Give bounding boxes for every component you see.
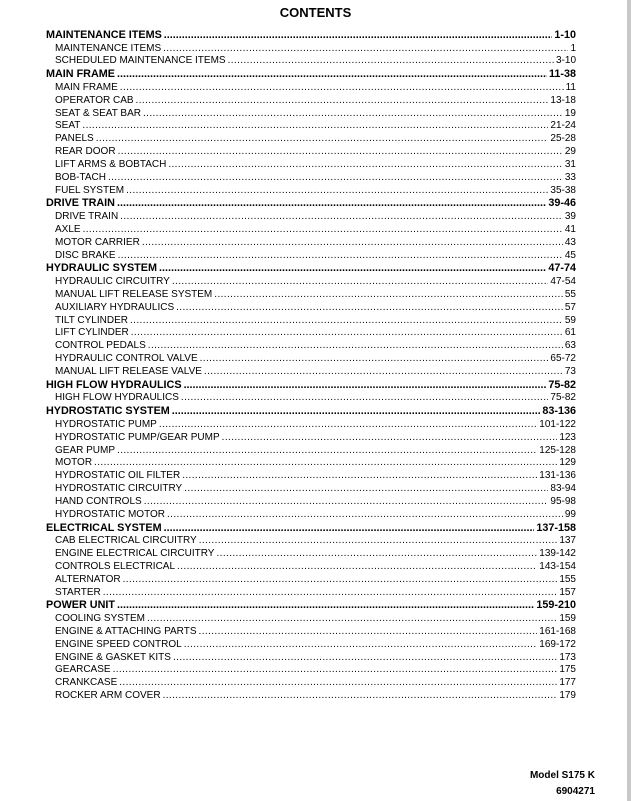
section-page-range: 47-74 — [548, 262, 576, 275]
entry-title: DISC BRAKE — [55, 249, 116, 261]
leader-dots — [148, 340, 563, 353]
entry-title: ENGINE ELECTRICAL CIRCUITRY — [55, 548, 215, 559]
toc-entry[interactable] — [46, 237, 576, 250]
leader-dots — [119, 677, 557, 690]
toc-entry[interactable] — [46, 302, 576, 315]
entry-title: CONTROL PEDALS — [55, 340, 146, 352]
entry-title: HYDROSTATIC CIRCUITRY — [55, 483, 183, 495]
toc-entry[interactable] — [46, 224, 576, 237]
page-edge — [627, 0, 631, 801]
toc-section-heading[interactable] — [46, 29, 576, 43]
entry-title: ROCKER ARM COVER — [55, 690, 161, 702]
entry-title: HIGH FLOW HYDRAULICS — [55, 392, 179, 404]
leader-dots — [120, 82, 564, 95]
toc-section-heading[interactable] — [46, 405, 576, 419]
section-title: MAINTENANCE ITEMS — [46, 29, 162, 41]
leader-dots — [143, 108, 563, 121]
leader-dots — [118, 146, 563, 159]
leader-dots — [117, 445, 537, 458]
toc-entry[interactable] — [46, 664, 576, 677]
leader-dots — [131, 327, 563, 340]
leader-dots — [159, 262, 546, 276]
entry-title: REAR DOOR — [55, 146, 116, 158]
entry-page: 129 — [559, 457, 576, 469]
footer-model: Model S175 K — [529, 770, 595, 781]
toc-section — [46, 599, 576, 703]
toc-section — [46, 379, 576, 405]
entry-page: 59 — [564, 314, 576, 326]
entry-page: 179 — [559, 690, 576, 702]
toc-section-heading[interactable] — [46, 262, 576, 276]
leader-dots — [177, 561, 537, 574]
toc-entry[interactable] — [46, 120, 576, 133]
leader-dots — [159, 419, 537, 432]
entry-page: 175 — [559, 664, 576, 676]
leader-dots — [184, 483, 548, 496]
section-title: HYDROSTATIC SYSTEM — [46, 405, 170, 418]
toc-entry[interactable] — [46, 366, 576, 379]
entry-title: HYDRAULIC CIRCUITRY — [55, 276, 170, 288]
entry-page: 57 — [564, 301, 576, 313]
leader-dots — [123, 574, 558, 587]
leader-dots — [136, 95, 549, 108]
toc-entry[interactable] — [46, 574, 576, 587]
entry-page: 43 — [564, 236, 576, 248]
toc-entry[interactable] — [46, 315, 576, 328]
toc-section — [46, 29, 576, 68]
leader-dots — [199, 626, 538, 639]
section-page-range: 137-158 — [536, 521, 576, 534]
leader-dots — [222, 432, 558, 445]
toc-section-heading[interactable] — [46, 599, 576, 613]
entry-title: SEAT — [55, 120, 81, 132]
entry-title: TILT CYLINDER — [55, 314, 128, 326]
toc-entry[interactable] — [46, 626, 576, 639]
entry-title: ENGINE & ATTACHING PARTS — [55, 625, 197, 637]
entry-title: MOTOR — [55, 457, 93, 469]
entry-page: 31 — [564, 158, 576, 170]
entry-title: MAIN FRAME — [55, 81, 118, 93]
leader-dots — [103, 587, 558, 600]
entry-page: 157 — [559, 586, 576, 598]
toc-section-heading[interactable] — [46, 68, 576, 82]
toc-section — [46, 262, 576, 378]
toc-entry[interactable] — [46, 457, 576, 470]
toc-entry[interactable] — [46, 613, 576, 626]
leader-dots — [182, 470, 537, 483]
leader-dots — [164, 522, 535, 536]
leader-dots — [118, 250, 563, 263]
toc-section — [46, 522, 576, 600]
entry-page: 13-18 — [550, 94, 576, 106]
entry-title: GEARCASE — [55, 664, 111, 676]
entry-title: DRIVE TRAIN — [55, 211, 119, 223]
entry-title: BOB-TACH — [55, 171, 106, 183]
toc-entry[interactable] — [46, 172, 576, 185]
toc-entry[interactable] — [46, 561, 576, 574]
toc-section — [46, 405, 576, 521]
entry-title: HYDROSTATIC PUMP/GEAR PUMP — [55, 431, 220, 443]
leader-dots — [204, 366, 563, 379]
entry-page: 65-72 — [550, 353, 576, 365]
toc-entry[interactable] — [46, 690, 576, 703]
section-page-range: 39-46 — [548, 197, 576, 210]
entry-title: LIFT CYLINDER — [55, 327, 129, 339]
toc-entry[interactable] — [46, 185, 576, 198]
entry-page: 55 — [564, 288, 576, 300]
leader-dots — [94, 457, 557, 470]
entry-title: HAND CONTROLS — [55, 495, 142, 507]
entry-page: 143-154 — [539, 560, 576, 572]
entry-page: 11 — [565, 81, 576, 93]
leader-dots — [83, 224, 563, 237]
toc-entry[interactable] — [46, 509, 576, 522]
entry-page: 95-98 — [550, 495, 576, 507]
leader-dots — [172, 276, 549, 289]
toc-entry[interactable] — [46, 483, 576, 496]
toc-entry[interactable] — [46, 82, 576, 95]
leader-dots — [163, 43, 568, 56]
toc-entry[interactable] — [46, 353, 576, 366]
entry-page: 25-28 — [550, 133, 576, 145]
leader-dots — [117, 197, 546, 211]
entry-title: MANUAL LIFT RELEASE VALVE — [55, 365, 202, 377]
toc-entry[interactable] — [46, 276, 576, 289]
entry-title: HYDROSTATIC OIL FILTER — [55, 470, 181, 482]
entry-title: PANELS — [55, 133, 94, 145]
entry-page: 177 — [559, 677, 576, 689]
page-title: CONTENTS — [279, 5, 352, 20]
section-title: POWER UNIT — [46, 599, 115, 612]
leader-dots — [142, 237, 563, 250]
entry-page: 29 — [564, 146, 576, 158]
toc-entry[interactable] — [46, 146, 576, 159]
entry-page: 33 — [564, 171, 576, 183]
leader-dots — [96, 133, 549, 146]
entry-title: SCHEDULED MAINTENANCE ITEMS — [55, 55, 226, 67]
toc-entry[interactable] — [46, 639, 576, 652]
toc-entry[interactable] — [46, 677, 576, 690]
toc-entry[interactable] — [46, 548, 576, 561]
toc-entry[interactable] — [46, 133, 576, 146]
leader-dots — [199, 535, 558, 548]
entry-title: CRANKCASE — [55, 677, 118, 689]
leader-dots — [163, 690, 558, 703]
leader-dots — [228, 55, 554, 68]
entry-title: LIFT ARMS & BOBTACH — [55, 158, 167, 170]
entry-page: 61 — [564, 327, 576, 339]
entry-title: AXLE — [55, 223, 81, 235]
entry-page: 169-172 — [539, 638, 576, 650]
entry-page: 155 — [559, 573, 576, 585]
leader-dots — [147, 613, 557, 626]
section-title: HYDRAULIC SYSTEM — [46, 262, 157, 275]
leader-dots — [214, 289, 563, 302]
leader-dots — [113, 664, 558, 677]
entry-page: 137 — [559, 535, 576, 547]
toc-entry[interactable] — [46, 289, 576, 302]
entry-page: 73 — [564, 365, 576, 377]
section-title: MAIN FRAME — [46, 68, 115, 81]
leader-dots — [126, 185, 548, 198]
entry-title: ENGINE SPEED CONTROL — [55, 638, 182, 650]
toc-entry[interactable] — [46, 250, 576, 263]
toc-section-heading[interactable] — [46, 197, 576, 211]
toc-entry[interactable] — [46, 159, 576, 172]
entry-title: CONTROLS ELECTRICAL — [55, 560, 176, 572]
leader-dots — [167, 509, 563, 522]
toc-entry[interactable] — [46, 55, 576, 68]
entry-page: 1 — [570, 42, 576, 54]
entry-title: OPERATOR CAB — [55, 94, 134, 106]
entry-title: STARTER — [55, 586, 101, 598]
leader-dots — [176, 302, 563, 315]
toc-entry[interactable] — [46, 43, 576, 56]
entry-page: 123 — [559, 431, 576, 443]
section-page-range: 83-136 — [542, 405, 576, 418]
leader-dots — [181, 392, 549, 405]
section-page-range: 159-210 — [536, 599, 576, 612]
leader-dots — [164, 29, 553, 43]
entry-title: FUEL SYSTEM — [55, 184, 125, 196]
entry-page: 139-142 — [539, 548, 576, 559]
toc-section-heading[interactable] — [46, 522, 576, 536]
toc-entry[interactable] — [46, 419, 576, 432]
entry-page: 159 — [559, 612, 576, 624]
entry-page: 21-24 — [550, 120, 576, 132]
leader-dots — [117, 599, 534, 613]
leader-dots — [120, 211, 563, 224]
entry-page: 47-54 — [550, 276, 576, 288]
section-page-range: 75-82 — [548, 378, 576, 391]
entry-page: 35-38 — [550, 184, 576, 196]
section-title: HIGH FLOW HYDRAULICS — [46, 378, 182, 391]
entry-title: ALTERNATOR — [55, 573, 121, 585]
entry-page: 3-10 — [555, 55, 576, 67]
entry-page: 131-136 — [539, 470, 576, 482]
toc-entry[interactable] — [46, 340, 576, 353]
entry-page: 63 — [564, 340, 576, 352]
entry-page: 99 — [564, 508, 576, 520]
leader-dots — [216, 548, 537, 561]
toc-entry[interactable] — [46, 211, 576, 224]
entry-title: HYDRAULIC CONTROL VALVE — [55, 353, 198, 365]
leader-dots — [144, 496, 549, 509]
toc-entry[interactable] — [46, 496, 576, 509]
entry-page: 75-82 — [550, 392, 576, 404]
toc-entry[interactable] — [46, 432, 576, 445]
section-page-range: 1-10 — [554, 29, 576, 41]
section-page-range: 11-38 — [548, 68, 576, 81]
entry-page: 173 — [559, 651, 576, 663]
leader-dots — [130, 315, 563, 328]
toc-entry[interactable] — [46, 535, 576, 548]
toc-section — [46, 197, 576, 262]
toc-entry[interactable] — [46, 445, 576, 458]
leader-dots — [108, 172, 563, 185]
entry-title: SEAT & SEAT BAR — [55, 107, 141, 119]
toc-entry[interactable] — [46, 652, 576, 665]
entry-page: 125-128 — [539, 444, 576, 456]
entry-title: CAB ELECTRICAL CIRCUITRY — [55, 535, 197, 547]
section-title: ELECTRICAL SYSTEM — [46, 521, 162, 534]
leader-dots — [184, 379, 547, 393]
toc-entry[interactable] — [46, 392, 576, 405]
entry-title: GEAR PUMP — [55, 444, 116, 456]
entry-title: AUXILIARY HYDRAULICS — [55, 301, 175, 313]
entry-title: COOLING SYSTEM — [55, 612, 146, 624]
leader-dots — [117, 68, 547, 82]
leader-dots — [168, 159, 563, 172]
toc-entry[interactable] — [46, 95, 576, 108]
leader-dots — [82, 120, 548, 133]
leader-dots — [200, 353, 549, 366]
entry-title: MANUAL LIFT RELEASE SYSTEM — [55, 288, 213, 300]
entry-page: 39 — [564, 211, 576, 223]
entry-page: 19 — [564, 107, 576, 119]
entry-page: 101-122 — [539, 418, 576, 430]
entry-title: HYDROSTATIC PUMP — [55, 418, 157, 430]
section-title: DRIVE TRAIN — [46, 197, 115, 210]
leader-dots — [172, 405, 541, 419]
entry-page: 41 — [564, 223, 576, 235]
leader-dots — [173, 652, 557, 665]
toc-entry[interactable] — [46, 470, 576, 483]
entry-page: 161-168 — [539, 625, 576, 637]
table-of-contents — [46, 29, 576, 703]
toc-section-heading[interactable] — [46, 379, 576, 393]
entry-page: 45 — [564, 249, 576, 261]
toc-entry[interactable] — [46, 108, 576, 121]
toc-section — [46, 68, 576, 197]
entry-title: ENGINE & GASKET KITS — [55, 651, 171, 663]
entry-title: MAINTENANCE ITEMS — [55, 42, 162, 54]
entry-page: 83-94 — [550, 483, 576, 495]
toc-entry[interactable] — [46, 327, 576, 340]
entry-title: MOTOR CARRIER — [55, 236, 140, 248]
footer-part-number: 6904271 — [556, 786, 595, 797]
toc-entry[interactable] — [46, 587, 576, 600]
leader-dots — [184, 639, 538, 652]
entry-title: HYDROSTATIC MOTOR — [55, 508, 165, 520]
